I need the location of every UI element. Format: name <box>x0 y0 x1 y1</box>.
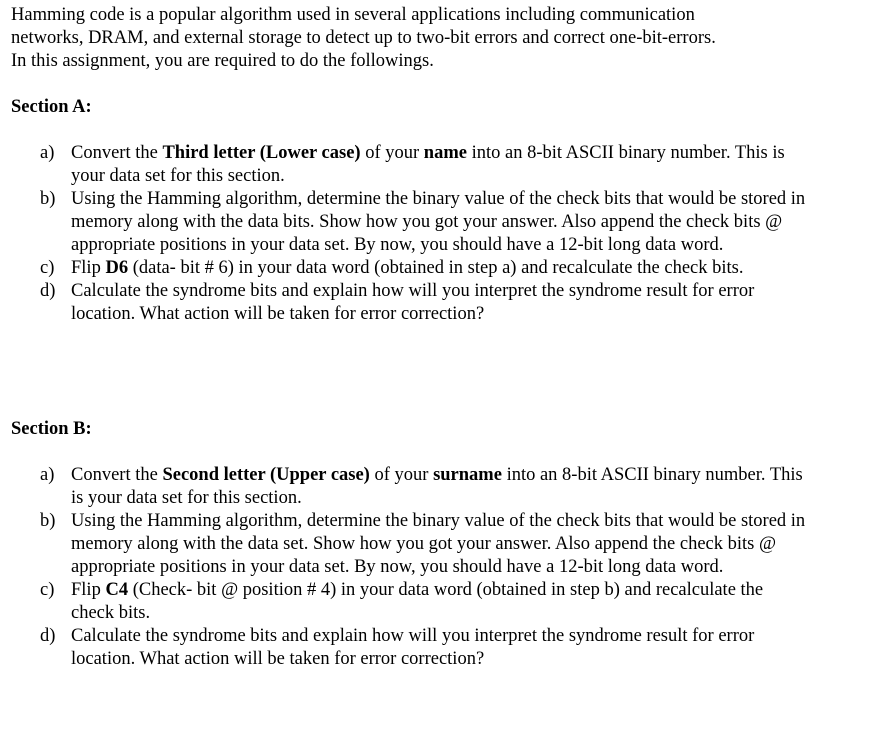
list-item <box>40 257 810 280</box>
list-item-text: Flip D6 (data- bit # 6) in your data word (obtained in step a) and recalculate the check bits. <box>71 258 744 278</box>
intro-line: In this assignment, you are required to do the followings. <box>11 51 434 71</box>
list-item <box>40 188 810 257</box>
list-marker: a) <box>40 465 55 485</box>
section-b-heading: Section B: <box>11 419 92 439</box>
list-marker: c) <box>40 580 55 600</box>
list-marker: b) <box>40 189 56 209</box>
list-item <box>40 510 810 579</box>
list-marker: d) <box>40 281 56 301</box>
intro-paragraph <box>11 4 871 73</box>
list-item <box>40 579 810 625</box>
intro-line: Hamming code is a popular algorithm used in several applications including communication <box>11 5 695 25</box>
list-item <box>40 280 810 326</box>
list-item <box>40 142 810 188</box>
section-a-list <box>40 142 810 326</box>
list-item-text: Using the Hamming algorithm, determine the binary value of the check bits that would be stored in memory along with the data set. Show how you got your answer. Also append the check bits @ appropriate positions in your data set. By now, you should have a 12-bit long data word. <box>71 511 806 577</box>
list-marker: a) <box>40 143 55 163</box>
list-item-text: Calculate the syndrome bits and explain how will you interpret the syndrome result for error location. What action will be taken for error correction? <box>71 281 755 324</box>
list-item-text: Convert the Second letter (Upper case) of your surname into an 8-bit ASCII binary number. This is your data set for this section. <box>71 465 803 508</box>
list-item-text: Using the Hamming algorithm, determine the binary value of the check bits that would be stored in memory along with the data bits. Show how you got your answer. Also append the check bits @ appropriate positions in your data set. By now, you should have a 12-bit long data word. <box>71 189 806 255</box>
section-b-list <box>40 464 810 671</box>
list-item <box>40 625 810 671</box>
section-a-heading: Section A: <box>11 97 92 117</box>
list-item-text: Calculate the syndrome bits and explain how will you interpret the syndrome result for error location. What action will be taken for error correction? <box>71 626 755 669</box>
list-item-text: Convert the Third letter (Lower case) of your name into an 8-bit ASCII binary number. This is your data set for this section. <box>71 143 785 186</box>
list-item <box>40 464 810 510</box>
list-marker: b) <box>40 511 56 531</box>
list-marker: c) <box>40 258 55 278</box>
intro-line: networks, DRAM, and external storage to detect up to two-bit errors and correct one-bit-errors. <box>11 28 716 48</box>
list-marker: d) <box>40 626 56 646</box>
list-item-text: Flip C4 (Check- bit @ position # 4) in your data word (obtained in step b) and recalculate the check bits. <box>71 580 764 623</box>
